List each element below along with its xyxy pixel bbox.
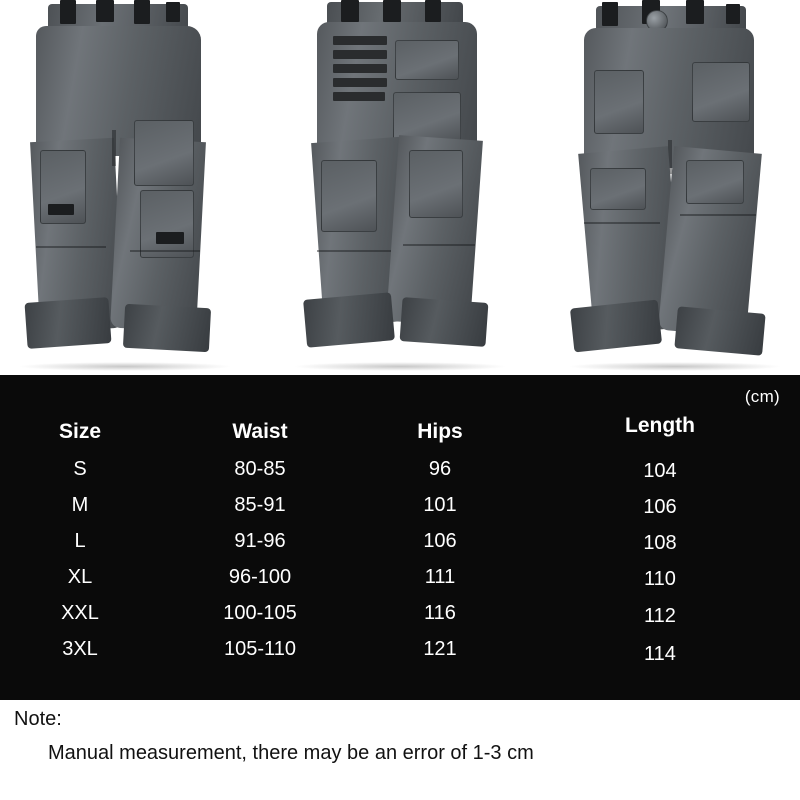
knee-seam xyxy=(36,246,106,248)
cell-waist: 91-96 xyxy=(234,529,286,552)
cargo-pocket-right-lower xyxy=(140,190,194,258)
molle-webbing-row xyxy=(333,50,387,59)
cuff-right xyxy=(400,297,489,347)
cargo-pocket-right xyxy=(409,150,463,218)
belt-loop xyxy=(134,0,150,24)
product-image-side-view xyxy=(275,0,525,375)
table-row xyxy=(0,595,800,631)
cell-size: 3XL xyxy=(62,637,98,660)
table-row xyxy=(0,631,800,667)
cell-size: M xyxy=(71,493,89,516)
belt-loop xyxy=(602,2,618,26)
ground-shadow xyxy=(293,362,507,371)
cell-waist: 85-91 xyxy=(234,493,286,516)
cargo-pocket-right-upper xyxy=(134,120,194,186)
belt-loop xyxy=(425,0,441,22)
product-image-three-quarter-view xyxy=(550,0,800,375)
cell-hips: 96 xyxy=(428,457,452,480)
belt-loop xyxy=(686,0,704,24)
product-photo-strip xyxy=(0,0,800,375)
cell-size: XXL xyxy=(61,601,99,624)
cargo-pocket-left xyxy=(590,168,646,210)
cell-waist: 80-85 xyxy=(234,457,286,480)
center-seam xyxy=(112,130,116,166)
cuff-left xyxy=(303,292,395,347)
molle-webbing-row xyxy=(333,92,385,101)
cell-hips: 111 xyxy=(424,565,456,588)
front-pocket-left xyxy=(594,70,644,134)
cell-size: S xyxy=(73,457,87,480)
table-header-row xyxy=(0,413,800,451)
cargo-pocket-left xyxy=(321,160,377,232)
column-header-waist: Waist xyxy=(232,420,288,443)
cuff-right xyxy=(674,306,765,356)
zip-off-seam xyxy=(584,222,660,224)
knee-seam xyxy=(317,250,391,252)
note-block xyxy=(0,700,800,800)
cell-length: 110 xyxy=(644,567,676,590)
table-row xyxy=(0,523,800,559)
cell-length: 104 xyxy=(643,459,677,482)
note-body: Manual measurement, there may be an error of 1-3 cm xyxy=(48,742,534,764)
column-header-length: Length xyxy=(625,414,695,437)
cell-length: 112 xyxy=(644,604,676,627)
cell-hips: 116 xyxy=(424,601,456,624)
cell-hips: 101 xyxy=(423,493,457,516)
molle-webbing-row xyxy=(333,36,387,45)
cell-waist: 96-100 xyxy=(228,565,292,588)
cell-length: 114 xyxy=(644,642,676,665)
cell-size: XL xyxy=(67,565,93,588)
unit-label: (cm) xyxy=(744,387,780,406)
pocket-flap-tab xyxy=(48,204,74,215)
ground-shadow xyxy=(568,362,782,371)
cuff-left xyxy=(570,300,662,353)
cell-length: 108 xyxy=(643,531,677,554)
column-header-hips: Hips xyxy=(417,420,463,443)
molle-webbing-row xyxy=(333,64,387,73)
cell-length: 106 xyxy=(643,495,677,518)
pocket-flap-tab xyxy=(156,232,184,244)
note-title: Note: xyxy=(14,708,62,730)
rear-pocket-upper xyxy=(395,40,459,80)
size-table xyxy=(0,413,800,667)
ground-shadow xyxy=(18,362,232,371)
belt-loop xyxy=(383,0,401,22)
cell-waist: 105-110 xyxy=(224,637,296,660)
table-row xyxy=(0,487,800,523)
size-chart xyxy=(0,375,800,700)
belt-loop xyxy=(60,0,76,24)
cell-size: L xyxy=(74,529,86,552)
cell-hips: 106 xyxy=(423,529,457,552)
belt-loop xyxy=(96,0,114,22)
cuff-left xyxy=(24,297,111,349)
cuff-right xyxy=(123,304,211,352)
knee-seam xyxy=(403,244,475,246)
front-pocket-right xyxy=(692,62,750,122)
cargo-pocket-right xyxy=(686,160,744,204)
belt-loop xyxy=(726,4,740,24)
table-row xyxy=(0,451,800,487)
zip-off-seam xyxy=(680,214,756,216)
knee-seam xyxy=(130,250,200,252)
belt-loop xyxy=(166,2,180,22)
belt-loop xyxy=(341,0,359,22)
cell-waist: 100-105 xyxy=(223,601,297,624)
table-row xyxy=(0,559,800,595)
product-image-front-view xyxy=(0,0,250,375)
molle-webbing-row xyxy=(333,78,387,87)
cell-hips: 121 xyxy=(423,637,457,660)
column-header-size: Size xyxy=(58,420,102,443)
